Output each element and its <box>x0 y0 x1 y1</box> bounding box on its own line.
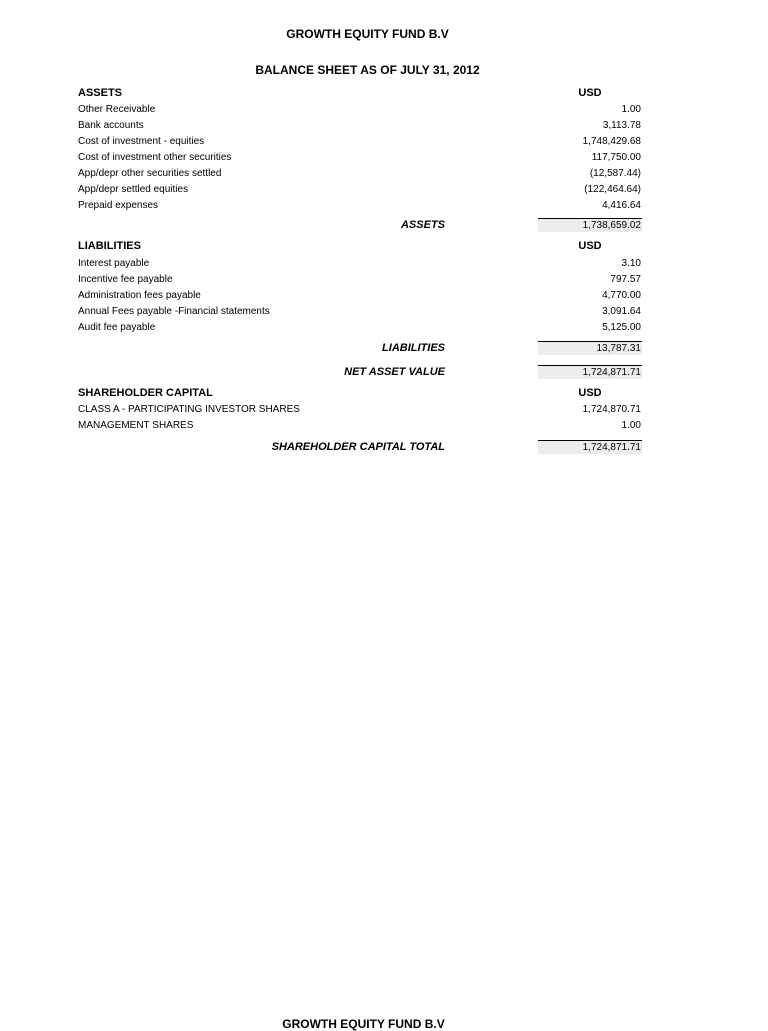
assets-row-label: Cost of investment - equities <box>78 136 205 147</box>
assets-row-value: 1,748,429.68 <box>582 136 641 147</box>
liabilities-total-value: 13,787.31 <box>596 343 641 354</box>
assets-row-value: 1.00 <box>621 104 641 115</box>
assets-row-value: 117,750.00 <box>591 152 641 163</box>
liabilities-row-label: Administration fees payable <box>78 290 201 301</box>
assets-row-label: Prepaid expenses <box>78 200 159 211</box>
assets-row-label: App/depr settled equities <box>78 184 189 195</box>
liabilities-row-label: Audit fee payable <box>78 322 156 333</box>
shareholder-capital-currency: USD <box>578 387 602 399</box>
shareholder-capital-row-value: 1.00 <box>621 420 641 431</box>
liabilities-row-value: 5,125.00 <box>602 322 641 333</box>
assets-row-value: (122,464.64) <box>584 184 641 195</box>
shareholder-capital-row-label: MANAGEMENT SHARES <box>78 420 194 431</box>
assets-total-label: ASSETS <box>400 219 445 231</box>
liabilities-row-value: 797.57 <box>610 274 641 285</box>
assets-total-value: 1,738,659.02 <box>582 220 641 231</box>
liabilities-row-label: Incentive fee payable <box>78 274 173 285</box>
assets-currency: USD <box>578 87 602 99</box>
assets-row-value: 4,416.64 <box>602 200 641 211</box>
liabilities-row-value: 4,770.00 <box>602 290 641 301</box>
assets-row-value: 3,113.78 <box>602 120 641 131</box>
shareholder-capital-row-value: 1,724,870.71 <box>582 404 641 415</box>
liabilities-currency: USD <box>578 240 602 252</box>
liabilities-row-value: 3,091.64 <box>602 306 641 317</box>
shareholder-capital-total-label: SHAREHOLDER CAPITAL TOTAL <box>271 441 445 453</box>
report-title: BALANCE SHEET AS OF JULY 31, 2012 <box>255 63 480 77</box>
liabilities-heading: LIABILITIES <box>78 240 141 252</box>
net-asset-value-value: 1,724,871.71 <box>582 367 641 378</box>
assets-row-label: App/depr other securities settled <box>78 168 222 179</box>
shareholder-capital-total-value: 1,724,871.71 <box>582 442 641 453</box>
shareholder-capital-row-label: CLASS A - PARTICIPATING INVESTOR SHARES <box>78 404 300 415</box>
liabilities-row-label: Annual Fees payable -Financial statements <box>78 306 270 317</box>
assets-row-label: Cost of investment other securities <box>78 152 232 163</box>
assets-heading: ASSETS <box>78 87 123 99</box>
liabilities-total-label: LIABILITIES <box>382 342 445 354</box>
assets-row-label: Other Receivable <box>78 104 156 115</box>
shareholder-capital-heading: SHAREHOLDER CAPITAL <box>78 387 213 399</box>
liabilities-row-label: Interest payable <box>78 258 150 269</box>
assets-row-value: (12,587.44) <box>589 168 641 179</box>
liabilities-row-value: 3.10 <box>621 258 641 269</box>
next-page-title: GROWTH EQUITY FUND B.V <box>282 1017 445 1031</box>
fund-name: GROWTH EQUITY FUND B.V <box>286 27 449 41</box>
assets-row-label: Bank accounts <box>78 120 144 131</box>
net-asset-value-label: NET ASSET VALUE <box>344 366 445 378</box>
